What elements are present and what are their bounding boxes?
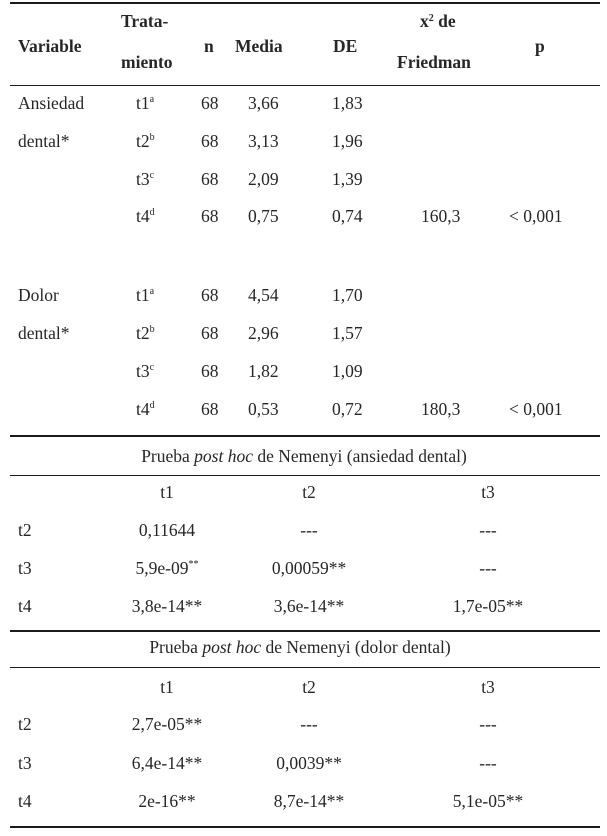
- header-media: Media: [235, 36, 283, 56]
- posthoc-2-title-rule: [10, 667, 600, 668]
- n-cell: 68: [201, 361, 219, 381]
- main-table-bottom-rule: [10, 435, 600, 437]
- posthoc-row-label: t4: [18, 791, 32, 811]
- posthoc-cell: ---: [479, 520, 497, 540]
- treatment-cell: t2$^b$: [136, 131, 155, 151]
- media-cell: 1,82: [248, 361, 279, 381]
- posthoc-cell: 8,7e-14**: [273, 791, 345, 811]
- media-cell: 3,13: [248, 131, 279, 151]
- posthoc-cell: ---: [479, 558, 497, 578]
- n-cell: 68: [201, 93, 219, 113]
- media-cell: 0,53: [248, 399, 279, 419]
- header-tratamiento-1: Trata-: [121, 11, 169, 31]
- media-cell: 3,66: [248, 93, 279, 113]
- header-p: p: [535, 36, 545, 56]
- header-tratamiento-2: miento: [121, 52, 173, 72]
- posthoc-row-label: t3: [18, 753, 32, 773]
- header-variable: Variable: [18, 36, 82, 56]
- de-cell: 1,57: [332, 323, 363, 343]
- header-chi-square: $x^2$ de: [420, 11, 456, 31]
- posthoc-cell: ---: [479, 714, 497, 734]
- n-cell: 68: [201, 285, 219, 305]
- media-cell: 2,09: [248, 169, 279, 189]
- n-cell: 68: [201, 131, 219, 151]
- posthoc-cell: ---: [300, 520, 318, 540]
- posthoc-title: Prueba post hoc de Nemenyi (ansiedad dental): [141, 446, 467, 466]
- bottom-rule: [10, 826, 600, 828]
- de-cell: 1,96: [332, 131, 363, 151]
- p-value-cell: < 0,001: [509, 206, 563, 226]
- posthoc-cell: 2e-16**: [138, 791, 196, 811]
- friedman-chi-cell: 180,3: [421, 399, 461, 419]
- posthoc-cell: 5,9e-09**: [135, 558, 199, 578]
- top-rule: [10, 2, 600, 4]
- de-cell: 1,70: [332, 285, 363, 305]
- treatment-cell: t1$^a$: [136, 285, 155, 305]
- posthoc-cell: 2,7e-05**: [131, 714, 203, 734]
- posthoc-cell: 5,1e-05**: [452, 791, 524, 811]
- posthoc-cell: 0,00059**: [271, 558, 347, 578]
- posthoc-col-header: t2: [302, 482, 316, 502]
- de-cell: 0,72: [332, 399, 363, 419]
- de-cell: 0,74: [332, 206, 363, 226]
- posthoc-col-header: t2: [302, 677, 316, 697]
- treatment-cell: t3$^c$: [136, 169, 155, 189]
- p-value-cell: < 0,001: [509, 399, 563, 419]
- posthoc-title: Prueba post hoc de Nemenyi (dolor dental): [149, 637, 451, 657]
- header-friedman: Friedman: [397, 52, 471, 72]
- group-label-line-1: Ansiedad: [18, 93, 85, 113]
- posthoc-col-header: t3: [481, 482, 495, 502]
- treatment-cell: t1$^a$: [136, 93, 155, 113]
- posthoc-col-header: t1: [160, 482, 174, 502]
- n-cell: 68: [201, 169, 219, 189]
- n-cell: 68: [201, 206, 219, 226]
- de-cell: 1,09: [332, 361, 363, 381]
- media-cell: 4,54: [248, 285, 279, 305]
- friedman-chi-cell: 160,3: [421, 206, 461, 226]
- treatment-cell: t3$^c$: [136, 361, 155, 381]
- n-cell: 68: [201, 399, 219, 419]
- media-cell: 2,96: [248, 323, 279, 343]
- posthoc-row-label: t4: [18, 596, 32, 616]
- posthoc-col-header: t3: [481, 677, 495, 697]
- group-label-line-2: dental*: [18, 323, 70, 343]
- posthoc-cell: 3,8e-14**: [131, 596, 203, 616]
- posthoc-row-label: t2: [18, 714, 32, 734]
- posthoc-col-header: t1: [160, 677, 174, 697]
- media-cell: 0,75: [248, 206, 279, 226]
- de-cell: 1,83: [332, 93, 363, 113]
- header-n: n: [204, 36, 214, 56]
- posthoc-cell: 3,6e-14**: [273, 596, 345, 616]
- posthoc-cell: ---: [300, 714, 318, 734]
- de-cell: 1,39: [332, 169, 363, 189]
- treatment-cell: t2$^b$: [136, 323, 155, 343]
- header-de: DE: [333, 36, 358, 56]
- group-label-line-1: Dolor: [18, 285, 59, 305]
- n-cell: 68: [201, 323, 219, 343]
- posthoc-1-bottom-rule: [10, 630, 600, 632]
- posthoc-cell: 0,11644: [138, 520, 196, 540]
- treatment-cell: t4$^d$: [136, 399, 155, 419]
- posthoc-cell: ---: [479, 753, 497, 773]
- header-rule: [10, 85, 600, 86]
- posthoc-1-title-rule: [10, 475, 600, 476]
- treatment-cell: t4$^d$: [136, 206, 155, 226]
- posthoc-cell: 6,4e-14**: [131, 753, 203, 773]
- posthoc-row-label: t2: [18, 520, 32, 540]
- posthoc-cell: 0,0039**: [276, 753, 342, 773]
- posthoc-row-label: t3: [18, 558, 32, 578]
- group-label-line-2: dental*: [18, 131, 70, 151]
- posthoc-cell: 1,7e-05**: [452, 596, 524, 616]
